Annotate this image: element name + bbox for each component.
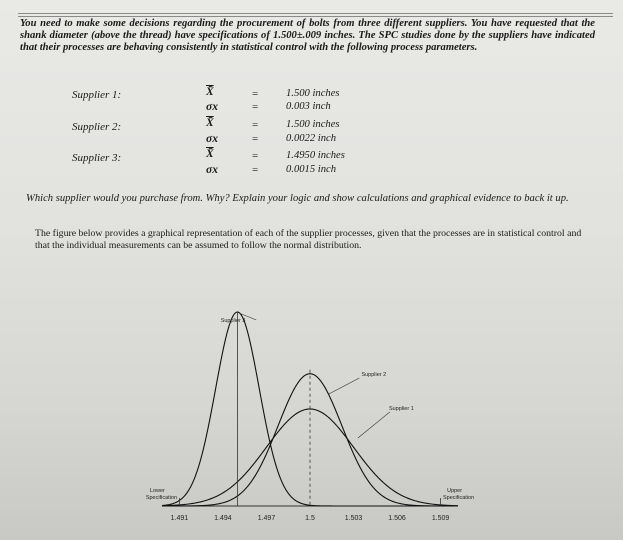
supplier-2-sd-symbol: σx [206, 133, 218, 145]
supplier-3-mean-symbol: X̄ [206, 148, 214, 160]
supplier-3-sd-symbol: σx [206, 164, 218, 176]
supplier-1-sd-value: 0.003 inch [286, 101, 331, 112]
x-tick-label-4: 1.503 [344, 515, 363, 522]
upper-spec-label-line2: Specification [442, 495, 475, 501]
x-tick-label-1: 1.494 [214, 515, 232, 522]
supplier-2-sd-eq: = [252, 133, 259, 145]
supplier-2-sd-value: 0.0022 inch [286, 133, 337, 144]
supplier-1-leader [358, 412, 390, 438]
supplier-1-sd-symbol: σx [206, 101, 218, 113]
supplier-1-annotation: Supplier 1 [389, 406, 414, 412]
supplier-3-mean-eq: = [252, 150, 259, 162]
supplier-2-mean-symbol: X̄ [206, 117, 214, 129]
lower-spec-label-line2: Specification [145, 495, 178, 501]
x-tick-label-0: 1.491 [170, 515, 189, 522]
supplier-2-mean-eq: = [252, 119, 259, 131]
supplier-2-mean-value: 1.500 inches [286, 119, 340, 130]
supplier-2-annotation: Supplier 2 [361, 372, 387, 378]
supplier-2-leader [329, 378, 359, 394]
figure-description: The figure below provides a graphical representation of each of the supplier processes, given that the processes are in statistical control and that the individual measurements can be assumed to follow the normal distribution. [35, 228, 582, 251]
x-tick-label-2: 1.497 [257, 515, 276, 522]
supplier-3-annotation: Supplier 3 [220, 318, 246, 324]
supplier-3-sd-eq: = [252, 164, 259, 176]
supplier-3-mean-value: 1.4950 inches [286, 150, 345, 161]
supplier-2-label: Supplier 2: [72, 121, 122, 133]
supplier-3-label: Supplier 3: [72, 152, 122, 164]
lower-spec-label-line1: Lower [149, 488, 165, 494]
question-paragraph: Which supplier would you purchase from. Why? Explain your logic and show calculations and graphical evidence to back it up. [26, 193, 569, 204]
x-tick-label-5: 1.506 [388, 515, 406, 522]
x-tick-label-3: 1.5 [305, 515, 315, 522]
x-tick-label-6: 1.509 [431, 515, 450, 522]
supplier-1-mean-symbol: X̄ [206, 86, 214, 98]
upper-spec-label-line1: Upper [447, 488, 463, 494]
supplier-1-sd-eq: = [252, 101, 259, 113]
intro-paragraph: You need to make some decisions regarding the procurement of bolts from three different suppliers. You have requested that the shank diameter (above the thread) have specifications of 1.500±.009 inches. The SPC studies done by the suppliers have indicated that their processes are behaving consistently in statistical control with the following process parameters. [20, 18, 595, 53]
supplier-1-mean-value: 1.500 inches [286, 88, 340, 99]
supplier-1-label: Supplier 1: [72, 89, 122, 101]
supplier-3-sd-value: 0.0015 inch [286, 164, 337, 175]
supplier-1-mean-eq: = [252, 88, 259, 100]
